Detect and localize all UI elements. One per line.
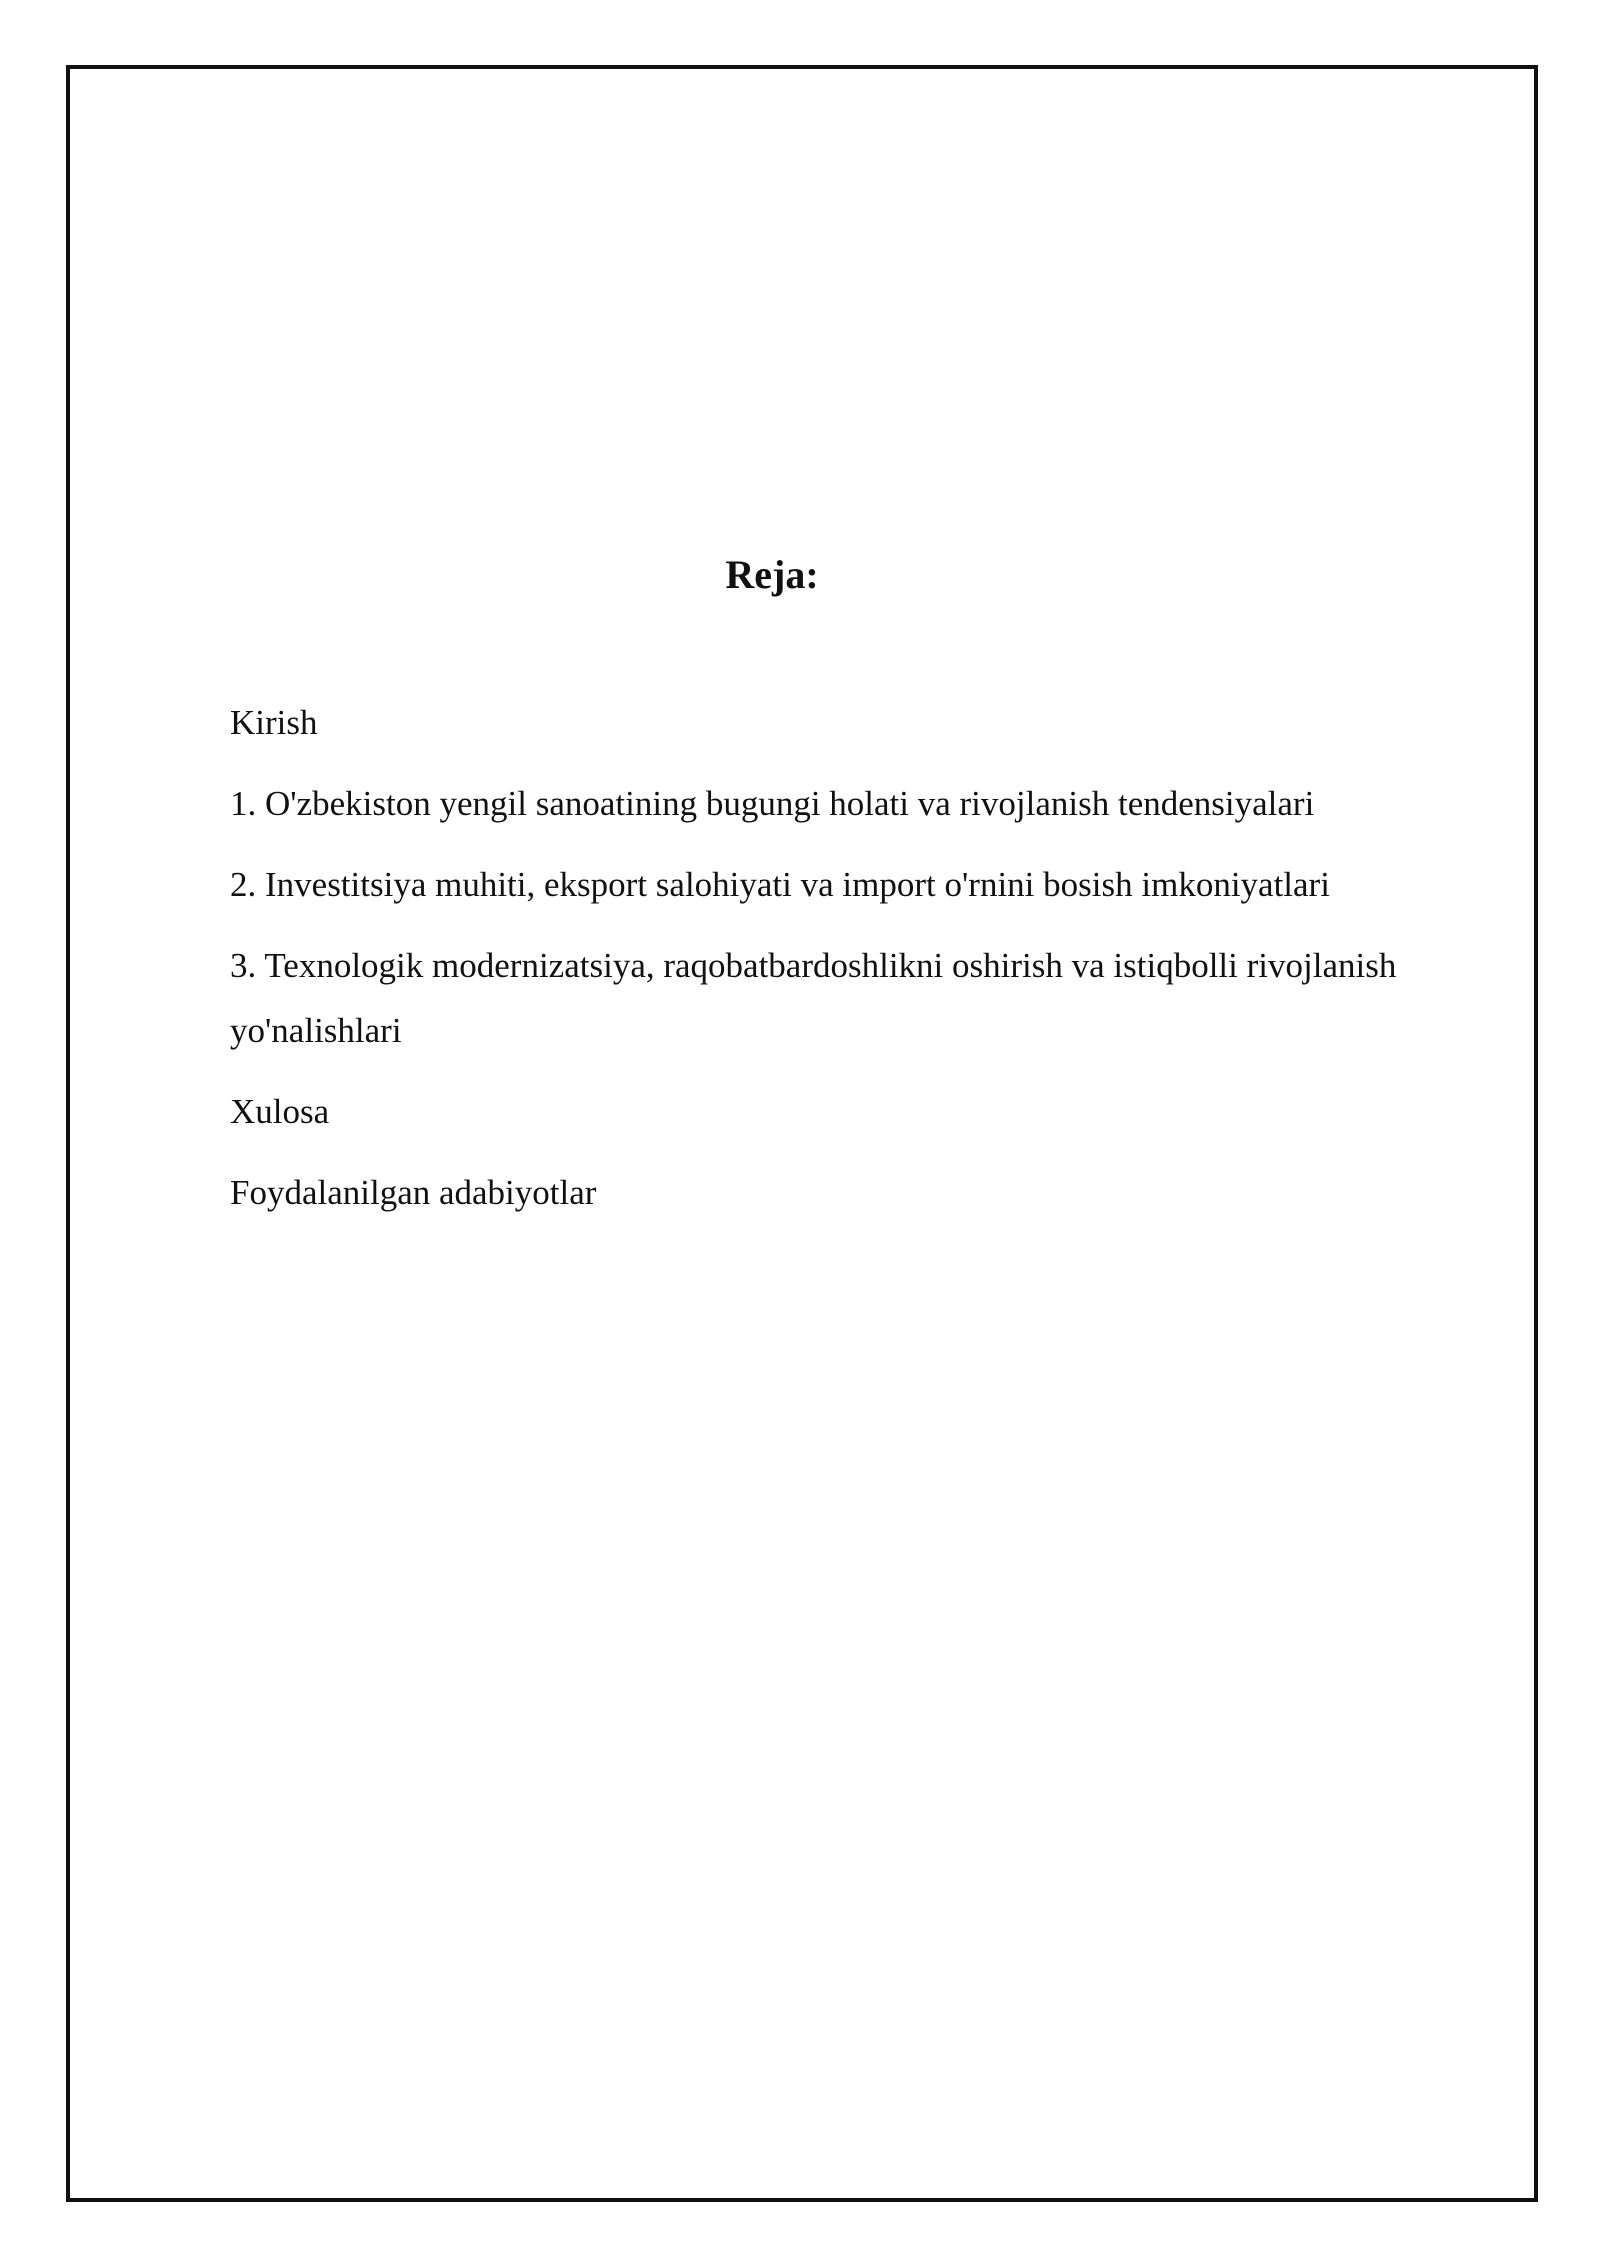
plan-item-introduction: Kirish (230, 703, 318, 742)
plan-item-2: 2. Investitsiya muhiti, eksport salohiyati va import o'rnini bosish imkoniyatlari (230, 865, 1330, 904)
plan-list (230, 690, 1430, 1225)
plan-item-3: 3. Texnologik modernizatsiya, raqobatbardoshlikni oshirish va istiqbolli rivojlanish yo'nalishlari (230, 946, 1397, 1050)
page-title: Reja: (725, 552, 819, 597)
plan-item-conclusion: Xulosa (230, 1092, 330, 1131)
document-content (230, 545, 1430, 1241)
plan-item-1: 1. O'zbekiston yengil sanoatining bugungi holati va rivojlanish tendensiyalari (230, 784, 1315, 823)
plan-item-references: Foydalanilgan adabiyotlar (230, 1173, 597, 1212)
